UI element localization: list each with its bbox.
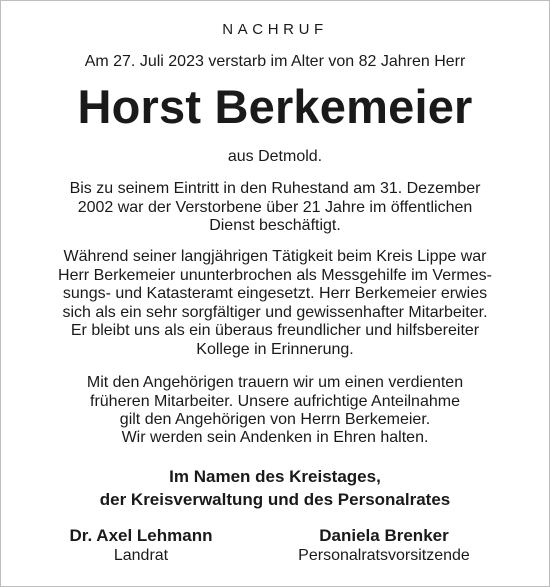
origin-line: aus Detmold. <box>227 148 323 165</box>
paragraph-condolence <box>21 374 529 430</box>
signatory-name: Daniela Brenker <box>319 526 449 545</box>
signoff-line: der Kreisverwaltung und des Personalrates <box>99 489 451 509</box>
paragraph-career <box>21 180 529 236</box>
closing-line: Wir werden sein Andenken in Ehren halten. <box>121 429 429 446</box>
text-line: Bis zu seinem Eintritt in den Ruhestand am 31. Dezember <box>69 180 481 197</box>
notice-heading: NACHRUF <box>222 21 328 38</box>
text-line: Er bleibt uns als ein überaus freundlicher und hilfsbereiter <box>70 322 480 339</box>
text-line: Mit den Angehörigen trauern wir um einen verdienten <box>86 374 464 391</box>
text-line: sungs- und Katasteramt eingesetzt. Herr Berkemeier erwies <box>62 285 488 302</box>
text-line: Kollege in Erinnerung. <box>196 340 354 358</box>
signoff-line: Im Namen des Kreistages, <box>169 467 381 486</box>
text-line: Während seiner langjährigen Tätigkeit beim Kreis Lippe war <box>63 248 487 265</box>
signatory-title: Personalratsvorsitzende <box>298 547 470 564</box>
text-line: früheren Mitarbeiter. Unsere aufrichtige Anteilnahme <box>90 392 460 410</box>
text-line: sich als ein sehr sorgfältiger und gewissenhafter Mitarbeiter. <box>62 303 488 321</box>
signatory-brenker <box>269 526 499 566</box>
signatory-lehmann <box>51 526 231 566</box>
text-line: Herr Berkemeier ununterbrochen als Messgehilfe im Vermes- <box>58 266 492 284</box>
text-line: gilt den Angehörigen von Herrn Berkemeier. <box>119 411 431 428</box>
signatory-title: Landrat <box>113 547 169 564</box>
intro-line: Am 27. Juli 2023 verstarb im Alter von 82 Jahren Herr <box>84 53 466 70</box>
paragraph-tribute <box>21 248 529 359</box>
text-line: 2002 war der Verstorbene über 21 Jahre im öffentlichen <box>77 198 473 216</box>
signatory-name: Dr. Axel Lehmann <box>69 526 213 545</box>
deceased-name: Horst Berkemeier <box>77 80 473 133</box>
signoff-block <box>1 466 549 511</box>
text-line: Dienst beschäftigt. <box>209 217 341 234</box>
